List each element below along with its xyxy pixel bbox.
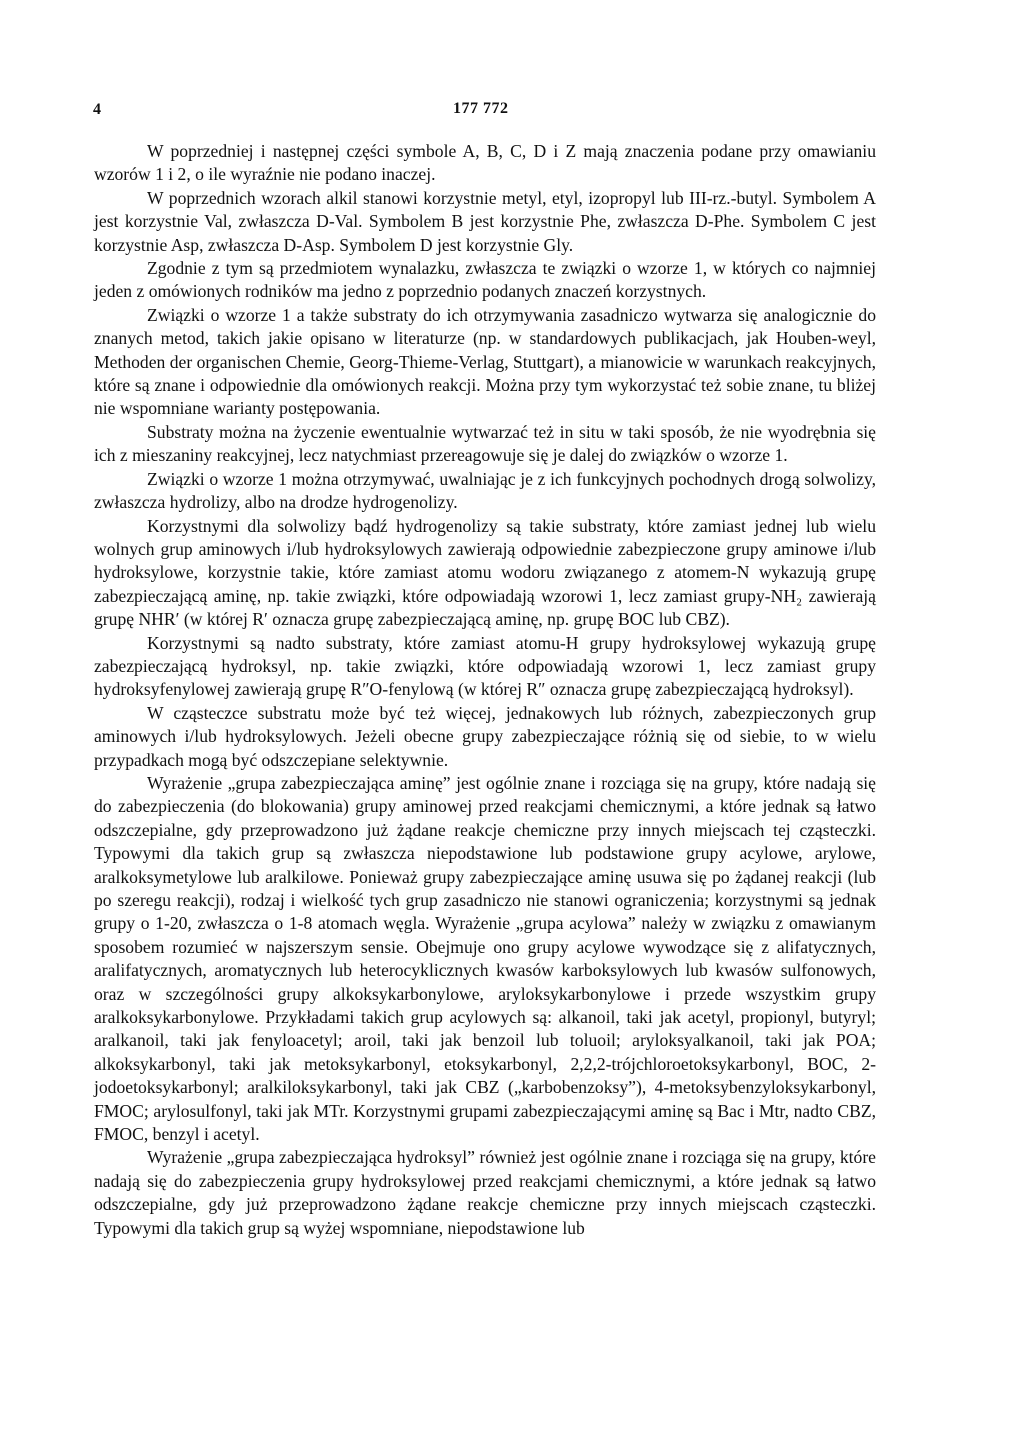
paragraph: Wyrażenie „grupa zabezpieczająca hydroksyl” również jest ogólnie znane i rozciąga się na grupy, które nadają się do zabezpieczenia grupy hydroksylowej przed reakcjami chemicznymi, a które jednak są łatwo odszczepialne, gdy już przeprowadzono żądane reakcje chemiczne przy innych miejscach cząsteczki. Typowymi dla takich grup są wyżej wspomniane, niepodstawione lub [94, 1147, 876, 1238]
paragraph: Substraty można na życzenie ewentualnie wytwarzać też in situ w taki sposób, że nie wyodrębnia się ich z mieszaniny reakcyjnej, lecz natychmiast przereagowuje się je dalej do związków o wzorze 1. [94, 421, 876, 466]
paragraph: Wyrażenie „grupa zabezpieczająca aminę” jest ogólnie znane i rozciąga się na grupy, które nadają się do zabezpieczenia (do blokowania) grupy aminowej przed reakcjami chemicznymi, a które jednak są łatwo odszczepialne, gdy przeprowadzono już żądane reakcje chemiczne przy innych miejscach tej cząsteczki. Typowymi dla takich grup są zwłaszcza niepodstawione lub podstawione grupy acylowe, arylowe, aralkoksymetylowe lub aralkilowe. Ponieważ grupy zabezpieczające aminę usuwa się po żądanej reakcji (lub po szeregu reakcji), rodzaj i wielkość tych grup zasadniczo nie stanowi ograniczenia; korzystnymi są jednak grupy o 1-20, zwłaszcza o 1-8 atomach węgla. Wyrażenie „grupa acylowa” należy w związku z omawianym sposobem rozumieć w najszerszym sensie. Obejmuje ono grupy acylowe wywodzące się z alifatycznych, aralifatycznych, aromatycznych lub heterocyklicznych kwasów karboksylowych lub kwasów sulfonowych, oraz w szczególności grupy alkoksykarbonylowe, aryloksykarbonylowe i przede wszystkim grupy aralkoksykarbonylowe. Przykładami takich grup acylowych są: alkanoil, taki jak acetyl, propionyl, butyryl; aralkanoil, taki jak fenyloacetyl; aroil, taki jak benzoil lub toluoil; aryloksyalkanoil, taki jak POA; alkoksykarbonyl, taki jak metoksykarbonyl, etoksykarbonyl, 2,2,2-trójchloroetoksykarbonyl, BOC, 2-jodoetoksykarbonyl; aralkiloksykarbonyl, taki jak CBZ („karbobenzoksy”), 4-metoksybenzyloksykarbonyl, FMOC; arylosulfonyl, taki jak MTr. Korzystnymi grupami zabezpieczającymi aminę są Bac i Mtr, nadto CBZ, FMOC, benzyl i acetyl. [94, 772, 876, 1145]
body-text [94, 140, 876, 1240]
paragraph: W poprzedniej i następnej części symbole A, B, C, D i Z mają znaczenia podane przy omawianiu wzorów 1 i 2, o ile wyraźnie nie podano inaczej. [94, 141, 876, 185]
paragraph: Zgodnie z tym są przedmiotem wynalazku, zwłaszcza te związki o wzorze 1, w których co najmniej jeden z omówionych rodników ma jedno z poprzednio podanych znaczeń korzystnych. [94, 258, 876, 302]
page-number: 4 [93, 101, 101, 118]
paragraph: W cząsteczce substratu może być też więcej, jednakowych lub różnych, zabezpieczonych grup aminowych i/lub hydroksylowych. Jeżeli obecne grupy zabezpieczające różnią się od siebie, to w wielu przypadkach mogą być odszczepiane selektywnie. [94, 702, 876, 770]
document-number: 177 772 [453, 100, 509, 117]
paragraph: Związki o wzorze 1 a także substraty do ich otrzymywania zasadniczo wytwarza się analogicznie do znanych metod, takich jakie opisano w literaturze (np. w standardowych publikacjach, jak Houben-weyl, Methoden der organischen Chemie, Georg-Thieme-Verlag, Stuttgart), a mianowicie w warunkach reakcyjnych, które są znane i odpowiednie dla omówionych reakcji. Można przy tym wykorzystać też sobie znane, tu bliżej nie wspomniane warianty postępowania. [94, 304, 877, 419]
paragraph: Korzystnymi są nadto substraty, które zamiast atomu-H grupy hydroksylowej wykazują grupę zabezpieczającą hydroksyl, np. takie związki, które odpowiadają wzorowi 1, lecz zamiast grupy hydroksyfenylowej zawierają grupę R″O-fenylową (w której R″ oznacza grupę zabezpieczającą hydroksyl). [94, 632, 876, 700]
paragraph: W poprzednich wzorach alkil stanowi korzystnie metyl, etyl, izopropyl lub III-rz.-butyl. Symbolem A jest korzystnie Val, zwłaszcza D-Val. Symbolem B jest korzystnie Phe, zwłaszcza D-Phe. Symbolem C jest korzystnie Asp, zwłaszcza D-Asp. Symbolem D jest korzystnie Gly. [94, 187, 876, 255]
paragraph: Związki o wzorze 1 można otrzymywać, uwalniając je z ich funkcyjnych pochodnych drogą solwolizy, zwłaszcza hydrolizy, albo na drodze hydrogenolizy. [94, 468, 876, 513]
paragraph: Korzystnymi dla solwolizy bądź hydrogenolizy są takie substraty, które zamiast jednej lub wielu wolnych grup aminowych i/lub hydroksylowych zawierają odpowiednie zabezpieczone grupy aminowe i/lub hydroksylowe, korzystnie takie, które zamiast atomu wodoru związanego z atomem-N wykazują grupę zabezpieczającą aminę, np. takie związki, które odpowiadają wzorowi 1, lecz zamiast grupy-NH₂ zawierają grupę NHR′ (w której R′ oznacza grupę zabezpieczającą aminę, np. grupę BOC lub CBZ). [94, 515, 876, 630]
